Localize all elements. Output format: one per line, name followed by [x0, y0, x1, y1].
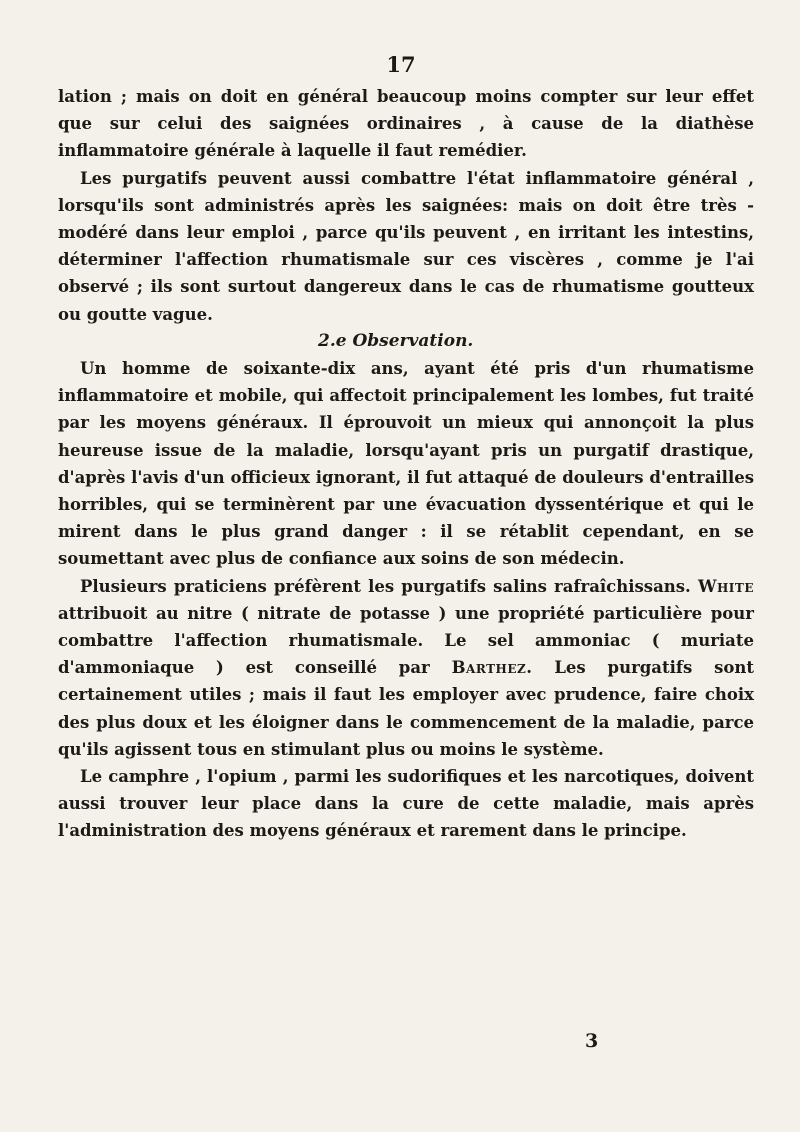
paragraph-purgatifs: Les purgatifs peuvent aussi combattre l'état inflammatoire général , lorsqu'ils sont administrés après les saignées: mais on doit être très - modéré dans leur emploi , parce qu'ils peuvent , en irritant les intestins, déterminer l'affection rhumatismale sur ces viscères , comme je l'ai observé ; ils sont surtout dangereux dans le cas de rhumatisme goutteux ou goutte vague. — [58, 168, 754, 324]
author-name-white: White — [697, 576, 754, 596]
paragraph-text: Plusieurs praticiens préfèrent les purgatifs salins rafraîchissans. — [80, 576, 691, 596]
paragraph-purgatifs-salins — [58, 573, 754, 763]
page-number: 17 — [386, 52, 416, 77]
paragraph-text: attribuoit au nitre ( nitrate de potasse ) une propriété particulière pour combattre l'affection rhumatismale. Le sel ammoniac ( muriate d'ammoniaque ) est conseillé par — [58, 603, 754, 678]
author-name-barthez: Barthez. — [451, 658, 533, 678]
catchword: 3 — [585, 1030, 599, 1052]
paragraph-text: Les purgatifs sont certainement utiles ; mais il faut les employer avec prudence, faire choix des plus doux et les éloigner dans le commencement de la maladie, parce qu'ils agissent tous en stimulant plus ou moins le système. — [58, 658, 754, 759]
paragraph-continuation: lation ; mais on doit en général beaucoup moins compter sur leur effet que sur celui des saignées ordinaires , à cause de la diathèse inflammatoire générale à laquelle il faut remédier. — [58, 87, 754, 161]
paragraph-camphre: Le camphre , l'opium , parmi les sudorifiques et les narcotiques, doivent aussi trouver leur place dans la cure de cette maladie, mais après l'administration des moyens généraux et rarement dans le principe. — [58, 767, 754, 841]
paragraph-observation-case: Un homme de soixante-dix ans, ayant été pris d'un rhumatisme inflammatoire et mobile, qui affectoit principalement les lombes, fut traité par les moyens généraux. Il éprouvoit un mieux qui annonçoit la plus heureuse issue de la maladie, lorsqu'ayant pris un purgatif drastique, d'après l'avis d'un officieux ignorant, il fut attaqué de douleurs d'entrailles horribles, qui se terminèrent par une évacuation dyssentérique et qui le mirent dans le plus grand danger : il se rétablit cependant, en se soumettant avec plus de confiance aux soins de son médecin. — [58, 359, 754, 569]
page-body — [58, 83, 754, 845]
section-heading-observation: 2.e Observation. — [318, 330, 474, 351]
